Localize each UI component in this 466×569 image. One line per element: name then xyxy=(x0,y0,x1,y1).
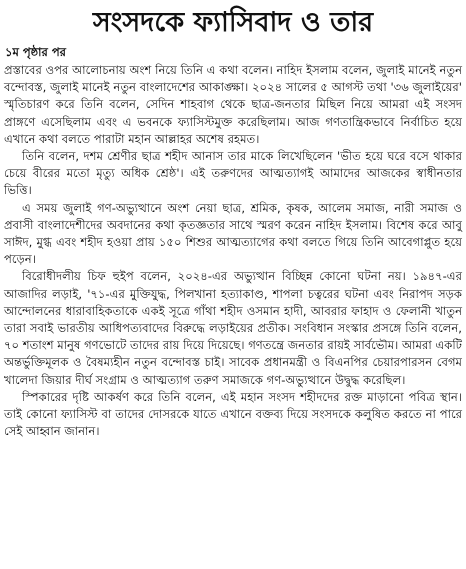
article-paragraph-5: স্পিকারের দৃষ্টি আকর্ষণ করে তিনি বলেন, এই মহান সংসদ শহীদদের রক্ত মাড়ানো পবিত্র স্থান। তাই কোনো ফ্যাসিস্ট বা তাদের দোসরকে যাতে এখানে বক্তব্য দিয়ে সংসদকে কলুষিত করতে না পারে সেই আহ্বান জানান। xyxy=(4,389,462,439)
article-paragraph-1: প্রস্তাবের ওপর আলোচনায় অংশ নিয়ে তিনি এ কথা বলেন। নাহিদ ইসলাম বলেন, জুলাই মানেই নতুন বন্দোবস্ত, জুলাই মানেই নতুন বাংলাদেশের আকাঙ্ক্ষা। ২০২৪ সালের ৫ আগস্ট তথা '৩৬ জুলাইয়ের' স্মৃতিচারণ করে তিনি বলেন, সেদিন শাহবাগ থেকে ছাত্র-জনতার মিছিল নিয়ে আমরা এই সংসদ প্রাঙ্গণে এসেছিলাম এবং এ ভবনকে ফ্যাসিস্টমুক্ত করেছিলাম। আজ গণতান্ত্রিকভাবে নির্বাচিত হয়ে এখানে কথা বলতে পারাটা মহান আল্লাহর অশেষ রহমত। xyxy=(4,63,462,146)
article-paragraph-4: বিরোধীদলীয় চিফ হুইপ বলেন, ২০২৪-এর অভ্যুত্থান বিচ্ছিন্ন কোনো ঘটনা নয়। ১৯৪৭-এর আজাদির লড়াই, '৭১-এর মুক্তিযুদ্ধ, পিলখানা হত্যাকাণ্ড, শাপলা চত্বরের ঘটনা এবং নিরাপদ সড়ক আন্দোলনের ধারাবাহিকতাকে একই সূত্রে গাঁথা শহীদ ওসমান হাদী, আবরার ফাহাদ ও ফেলানী খাতুন তারা সবাই ভারতীয় আধিপত্যবাদের বিরুদ্ধে লড়াইয়ের প্রতীক। সংবিধান সংস্কার প্রসঙ্গে তিনি বলেন, ৭০ শতাংশ মানুষ গণভোটে তাদের রায় দিয়ে দিয়েছে। গণতন্ত্রে জনতার রায়ই সার্বভৌম। আমরা একটি অন্তর্ভুক্তিমূলক ও বৈষম্যহীন নতুন বন্দোবস্ত চাই। সাবেক প্রধানমন্ত্রী ও বিএনপির চেয়ারপারসন বেগম খালেদা জিয়ার দীর্ঘ সংগ্রাম ও আত্মত্যাগ তরুণ সমাজকে গণ-অভ্যুত্থানে উদ্বুদ্ধ করেছিল। xyxy=(4,269,462,387)
article-body xyxy=(4,62,462,440)
article-headline: সংসদকে ফ্যাসিবাদ ও তার xyxy=(92,7,374,38)
article-paragraph-2: তিনি বলেন, দশম শ্রেণীর ছাত্র শহীদ আনাস তার মাকে লিখেছিলেন 'ভীত হয়ে ঘরে বসে থাকার চেয়ে বীরের মতো মৃত্যু অধিক শ্রেষ্ঠ'। এই তরুণদের আত্মত্যাগই আমাদের আজকের স্বাধীনতার ভিত্তি। xyxy=(4,149,462,198)
continued-from-label: ১ম পৃষ্ঠার পর xyxy=(5,45,66,59)
article-paragraph-3: এ সময় জুলাই গণ-অভ্যুত্থানে অংশ নেয়া ছাত্র, শ্রমিক, কৃষক, আলেম সমাজ, নারী সমাজ ও প্রবাসী বাংলাদেশীদের অবদানের কথা কৃতজ্ঞতার সাথে স্মরণ করেন নাহিদ ইসলাম। বিশেষ করে আবু সাঈদ, মুগ্ধ এবং শহীদ হওয়া প্রায় ১৫০ শিশুর আত্মত্যাগের কথা বলতে গিয়ে তিনি আবেগাপ্লুত হয়ে পড়েন। xyxy=(4,200,462,267)
